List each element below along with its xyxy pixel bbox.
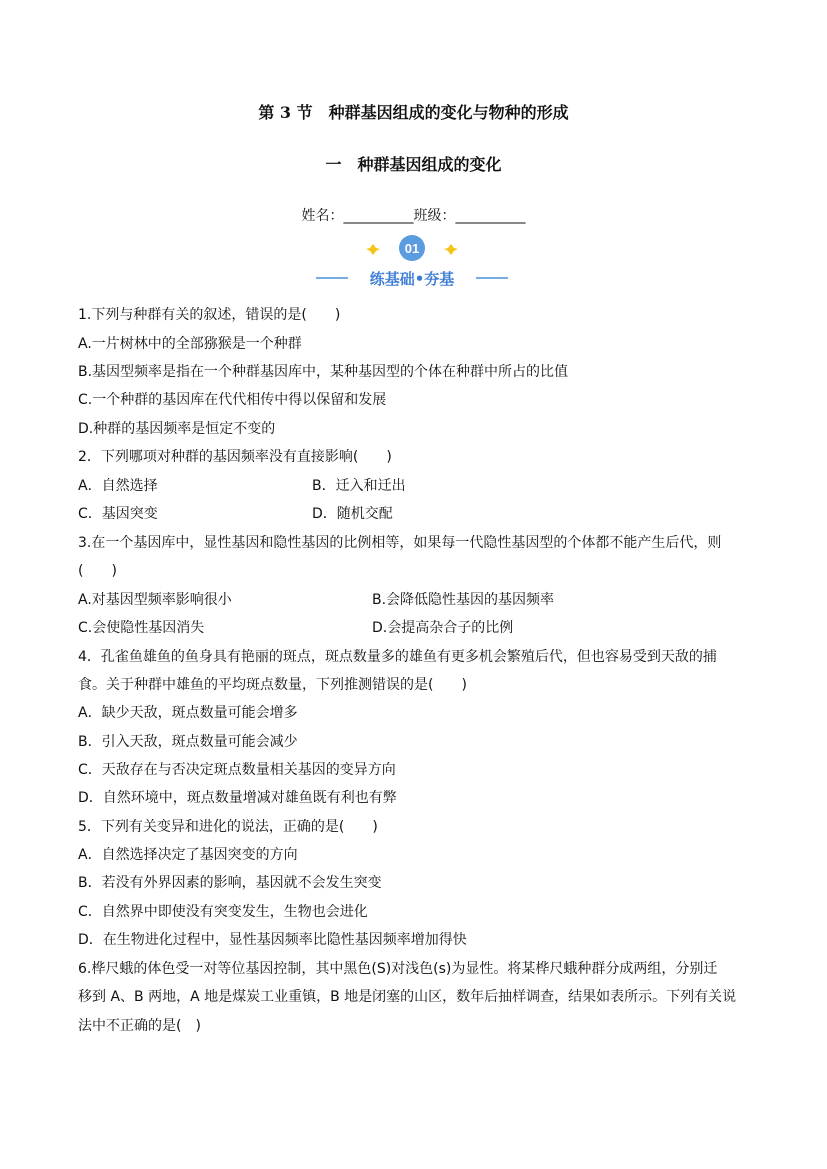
question-1-option-d: D.种群的基因频率是恒定不变的 — [78, 421, 276, 437]
question-6-stem: 6.桦尺蛾的体色受一对等位基因控制，其中黑色(S)对浅色(s)为显性。将某桦尺蛾种群分成两组，分别迁 — [78, 961, 718, 977]
question-3-stem: 3.在一个基因库中，显性基因和隐性基因的比例相等，如果每一代隐性基因型的个体都不能产生后代，则 — [78, 535, 722, 551]
question-4-option-c: C．天敌存在与否决定斑点数量相关基因的变异方向 — [78, 762, 396, 778]
question-3-option-d: D.会提高杂合子的比例 — [372, 620, 514, 636]
question-2-option-d: D．随机交配 — [312, 506, 393, 522]
question-6-stem-cont-2: 法中不正确的是( ) — [78, 1018, 201, 1034]
section-badge — [312, 234, 512, 294]
question-1-stem: 1.下列与种群有关的叙述，错误的是( ) — [78, 307, 341, 323]
question-4-stem-cont: 食。关于种群中雄鱼的平均斑点数量，下列推测错误的是( ) — [78, 677, 467, 693]
section-title: 第 3 节 种群基因组成的变化与物种的形成 — [258, 103, 569, 122]
star-left-icon — [366, 244, 380, 255]
question-1-option-b: B.基因型频率是指在一个种群基因库中，某种基因型的个体在种群中所占的比值 — [78, 364, 569, 380]
question-4-option-d: D．自然环境中，斑点数量增减对雄鱼既有利也有弊 — [78, 790, 397, 806]
question-2-stem: 2．下列哪项对种群的基因频率没有直接影响( ) — [78, 449, 392, 465]
question-6-stem-cont: 移到 A、B 两地，A 地是煤炭工业重镇，B 地是闭塞的山区，数年后抽样调查，结果如表所示。下列有关说 — [78, 989, 737, 1005]
question-5-option-c: C．自然界中即使没有突变发生，生物也会进化 — [78, 904, 368, 920]
name-class-line: 姓名：__________班级：__________ — [301, 208, 526, 224]
question-4-option-b: B．引入天敌，斑点数量可能会减少 — [78, 734, 298, 750]
sub-title: 一 种群基因组成的变化 — [325, 155, 502, 174]
question-3-option-a: A.对基因型频率影响很小 — [78, 592, 232, 608]
question-5-option-d: D．在生物进化过程中，显性基因频率比隐性基因频率增加得快 — [78, 932, 467, 948]
question-3-option-b: B.会降低隐性基因的基因频率 — [372, 592, 555, 608]
badge-text: 练基础•夯基 — [369, 270, 455, 288]
question-2-option-b: B．迁入和迁出 — [312, 478, 406, 494]
question-2-option-a: A．自然选择 — [78, 478, 158, 494]
question-5-option-b: B．若没有外界因素的影响，基因就不会发生突变 — [78, 875, 382, 891]
question-3-option-c: C.会使隐性基因消失 — [78, 620, 205, 636]
question-4-stem: 4．孔雀鱼雄鱼的鱼身具有艳丽的斑点，斑点数量多的雄鱼有更多机会繁殖后代，但也容易受到天敌的捕 — [78, 649, 717, 665]
question-5-stem: 5．下列有关变异和进化的说法，正确的是( ) — [78, 819, 378, 835]
star-right-icon — [444, 244, 458, 255]
question-5-option-a: A．自然选择决定了基因突变的方向 — [78, 847, 298, 863]
question-1-option-c: C.一个种群的基因库在代代相传中得以保留和发展 — [78, 392, 387, 408]
question-1-option-a: A.一片树林中的全部猕猴是一个种群 — [78, 336, 302, 352]
question-4-option-a: A．缺少天敌，斑点数量可能会增多 — [78, 705, 298, 721]
question-3-stem-cont: ( ) — [78, 563, 117, 579]
badge-number: 01 — [404, 241, 420, 256]
question-2-option-c: C．基因突变 — [78, 506, 158, 522]
